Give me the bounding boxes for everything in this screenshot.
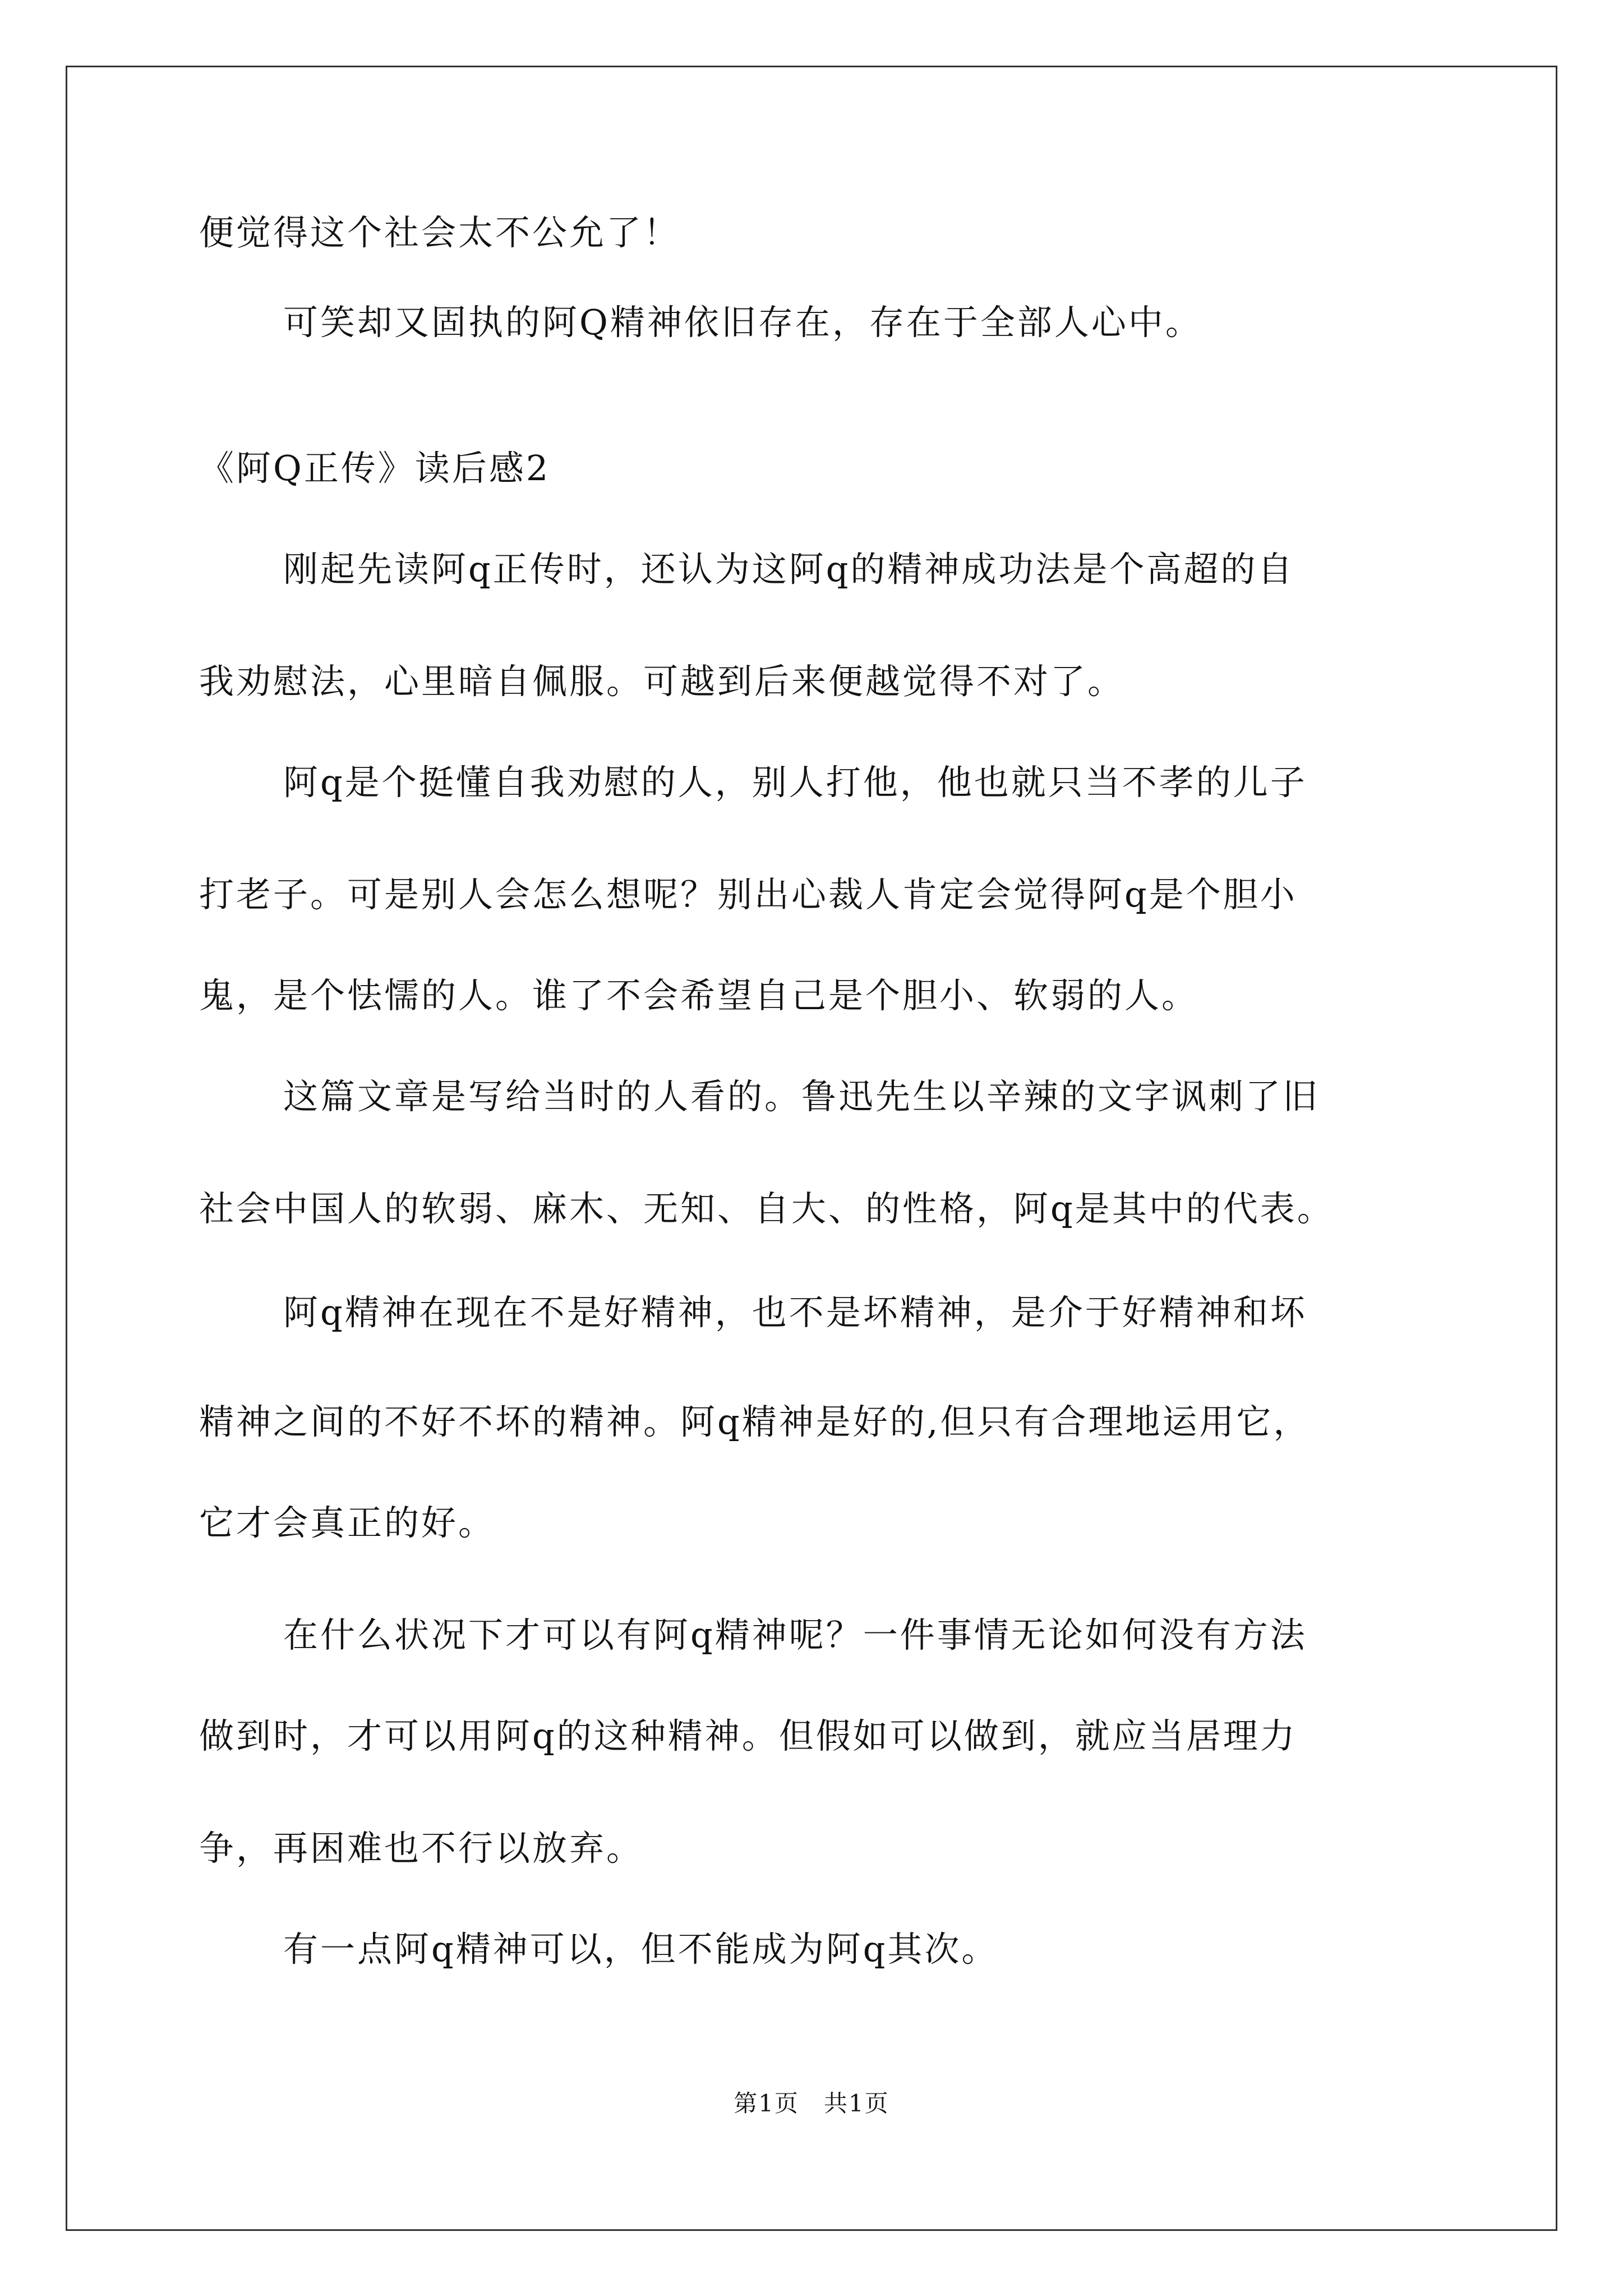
text-line-4: 刚起先读阿q正传时，还认为这阿q的精神成功法是个高超的自 [283,549,1295,590]
text-line-9: 这篇文章是写给当时的人看的。鲁迅先生以辛辣的文字讽刺了旧 [283,1076,1320,1117]
text-line-12: 精神之间的不好不坏的精神。阿q精神是好的,但只有合理地运用它， [199,1401,1311,1442]
text-line-16: 争，再困难也不行以放弃。 [199,1828,644,1869]
text-line-1: 便觉得这个社会太不公允了！ [199,212,681,253]
text-line-17: 有一点阿q精神可以，但不能成为阿q其次。 [283,1929,999,1970]
section-heading: 《阿Q正传》读后感2 [199,448,551,489]
text-line-13: 它才会真正的好。 [199,1502,496,1543]
text-line-10: 社会中国人的软弱、麻木、无知、自大、的性格，阿q是其中的代表。 [199,1188,1334,1229]
text-line-8: 鬼，是个怯懦的人。谁了不会希望自己是个胆小、软弱的人。 [199,975,1199,1016]
text-line-11: 阿q精神在现在不是好精神，也不是坏精神，是介于好精神和坏 [283,1292,1307,1333]
text-line-14: 在什么状况下才可以有阿q精神呢？一件事情无论如何没有方法 [283,1614,1307,1655]
text-line-6: 阿q是个挺懂自我劝慰的人，别人打他，他也就只当不孝的儿子 [283,762,1307,803]
text-line-7: 打老子。可是别人会怎么想呢？别出心裁人肯定会觉得阿q是个胆小 [199,874,1297,915]
text-line-2: 可笑却又固执的阿Q精神依旧存在，存在于全部人心中。 [283,302,1202,343]
page-footer: 第1页 共1页 [734,2090,889,2117]
text-line-5: 我劝慰法，心里暗自佩服。可越到后来便越觉得不对了。 [199,661,1125,702]
text-line-15: 做到时，才可以用阿q的这种精神。但假如可以做到，就应当居理力 [199,1715,1297,1756]
page-border [66,66,1557,2231]
